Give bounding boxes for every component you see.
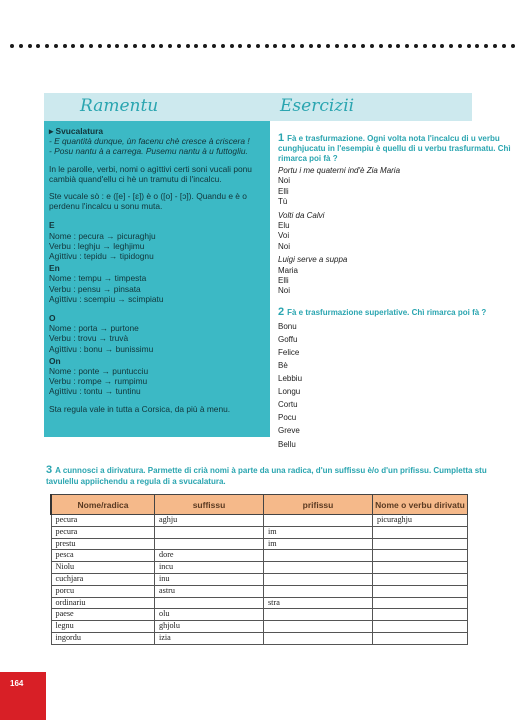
- column-header: suffissu: [155, 495, 264, 515]
- table-row: [51, 632, 468, 644]
- exercise-1-question: [278, 133, 514, 164]
- page-number: 164: [10, 679, 24, 688]
- superlative-list: [278, 320, 514, 451]
- column-header: Nome/radica: [51, 495, 155, 515]
- table-cell[interactable]: [373, 573, 468, 585]
- sentence-2: Volti da Calvi: [278, 210, 325, 220]
- table-row: [51, 562, 468, 574]
- table-cell[interactable]: [373, 550, 468, 562]
- rammentu-example-2: - Posu nantu à a carrega. Pusemu nantu à u futtogliu.: [49, 146, 248, 157]
- exercise-1: [278, 133, 514, 451]
- table-row: [51, 550, 468, 562]
- table-cell: im: [264, 526, 373, 538]
- e-line: Verbu : leghju → leghjimu: [49, 240, 145, 251]
- table-cell[interactable]: [264, 632, 373, 644]
- table-cell[interactable]: [373, 609, 468, 621]
- word-item: Greve: [278, 426, 300, 436]
- table-cell[interactable]: [373, 585, 468, 597]
- column-header: Nome o verbu dirivatu: [373, 495, 468, 515]
- table-cell[interactable]: [373, 632, 468, 644]
- table-cell: picuraghju: [373, 515, 468, 527]
- table-cell: Niolu: [51, 562, 155, 574]
- table-cell: aghju: [155, 515, 264, 527]
- table-cell: dore: [155, 550, 264, 562]
- section-header-strip: [44, 93, 472, 121]
- column-header: prifissu: [264, 495, 373, 515]
- table-cell: ordinariu: [51, 597, 155, 609]
- table-cell: ingordu: [51, 632, 155, 644]
- table-cell[interactable]: [264, 585, 373, 597]
- exercise-3-question: [46, 465, 516, 487]
- en-line: Nome : tempu → timpesta: [49, 273, 147, 284]
- table-cell[interactable]: [264, 573, 373, 585]
- on-line: Nome : ponte → puntucciu: [49, 366, 149, 377]
- table-cell: cuchjara: [51, 573, 155, 585]
- page-number-tab: [0, 672, 46, 720]
- exercise-2-number: 2: [278, 305, 285, 318]
- table-cell[interactable]: [373, 621, 468, 633]
- section-e: E: [49, 220, 55, 231]
- table-cell: izia: [155, 632, 264, 644]
- section-on: On: [49, 355, 61, 366]
- o-line: Nome : porta → purtone: [49, 323, 139, 334]
- pronoun-item: Noi: [278, 176, 291, 186]
- table-row: [51, 609, 468, 621]
- table-cell: im: [264, 538, 373, 550]
- e-line: Agìttivu : tepidu → tipidognu: [49, 251, 154, 262]
- exercise-2-question-text: Fà e trasfurmazione superlative. Chì rimarca poi fà ?: [287, 307, 487, 317]
- table-cell[interactable]: [373, 597, 468, 609]
- word-item: Cortu: [278, 400, 298, 410]
- pronoun-item: Noi: [278, 241, 291, 251]
- esercizii-title: Esercizii: [280, 96, 355, 116]
- dotted-rule: [10, 44, 515, 52]
- word-item: Longu: [278, 387, 301, 397]
- table-cell[interactable]: [155, 526, 264, 538]
- o-line: Verbu : trovu → truvà: [49, 333, 129, 344]
- sentence-3: Luigi serve a suppa: [278, 255, 348, 265]
- word-item: Pocu: [278, 413, 297, 423]
- table-row: [51, 621, 468, 633]
- rammentu-heading: ▸ Svucalatura: [49, 126, 104, 136]
- table-cell: pecura: [51, 526, 155, 538]
- exercise-2-question: [278, 307, 514, 318]
- table-cell[interactable]: [264, 550, 373, 562]
- pronoun-item: Maria: [278, 265, 299, 275]
- exercise-3-question-text: A cunnosci a dirivatura. Parmette di crià nomi à parte da una radica, d'un suffissu è/o d'un prifissu. Cumpletta stu tavulellu appiichendu a regula di a svucalatura.: [46, 466, 487, 486]
- table-row: [51, 515, 468, 527]
- table-cell[interactable]: [373, 538, 468, 550]
- table-cell: pesca: [51, 550, 155, 562]
- table-cell[interactable]: [155, 597, 264, 609]
- rammentu-paragraph-1: In le parolle, verbi, nomi o agìttivi certi soni vucali ponu cambià quand'ellu ci hè un tramutu di l'incalcu.: [49, 163, 252, 184]
- table-row: [51, 538, 468, 550]
- o-line: Agìttivu : bonu → bunissimu: [49, 343, 154, 354]
- table-cell[interactable]: [264, 562, 373, 574]
- table-row: [51, 597, 468, 609]
- on-line: Verbu : rompe → rumpimu: [49, 376, 148, 387]
- rammentu-footer: Sta regula vale in tutta a Corsica, da più à menu.: [49, 403, 231, 414]
- table-cell: prestu: [51, 538, 155, 550]
- table-cell[interactable]: [373, 526, 468, 538]
- table-cell: incu: [155, 562, 264, 574]
- on-line: Agìttivu : tontu → tuntinu: [49, 386, 141, 397]
- table-cell: ghjolu: [155, 621, 264, 633]
- word-item: Goffu: [278, 334, 298, 344]
- rammentu-title: Ramentu: [80, 96, 159, 116]
- word-item: Bè: [278, 361, 288, 371]
- rammentu-heading-text: Svucalatura: [55, 126, 104, 136]
- rammentu-box: [44, 121, 270, 437]
- table-cell: porcu: [51, 585, 155, 597]
- word-item: Bellu: [278, 439, 296, 449]
- table-cell: stra: [264, 597, 373, 609]
- word-item: Bonu: [278, 321, 297, 331]
- table-cell: paese: [51, 609, 155, 621]
- exercise-3-number: 3: [46, 464, 53, 476]
- e-line: Nome : pecura → picuraghju: [49, 230, 156, 241]
- pronoun-item: Elli: [278, 275, 289, 285]
- table-cell[interactable]: [155, 538, 264, 550]
- section-o: O: [49, 313, 56, 324]
- word-item: Lebbiu: [278, 374, 303, 384]
- sentence-1: Portu i me quaterni ind'è Zia Maria: [278, 166, 401, 175]
- table-cell[interactable]: [264, 515, 373, 527]
- table-row: [51, 573, 468, 585]
- table-row: [51, 585, 468, 597]
- exercise-1-number: 1: [278, 132, 285, 144]
- pronoun-item: Elu: [278, 220, 290, 230]
- en-line: Agìttivu : scempiu → scimpiatu: [49, 293, 164, 304]
- pronoun-item: Tù: [278, 197, 288, 207]
- rammentu-example-1: - E quantità dunque, ùn facenu chè cresce à criscera !: [49, 136, 250, 147]
- pronoun-item: Voi: [278, 231, 290, 241]
- table-row: [51, 526, 468, 538]
- table-cell: olu: [155, 609, 264, 621]
- derivation-table: [50, 494, 468, 645]
- table-cell: astru: [155, 585, 264, 597]
- rammentu-paragraph-2: Ste vucale sò : e ([e] - [ɛ]) è o ([o] - [ɔ]). Quandu e è o perdenu l'incalcu u sonu muta.: [49, 191, 247, 212]
- table-cell[interactable]: [373, 562, 468, 574]
- en-line: Verbu : pensu → pinsata: [49, 283, 141, 294]
- exercise-1-question-text: Fà e trasfurmazione. Ogni volta nota l'incalcu di u verbu cunghjucatu in l'esempiu è quellu di u verbu trasfurmatu. Chì rimarca poi fà ?: [278, 134, 511, 163]
- table-header-row: [51, 495, 468, 515]
- section-en: En: [49, 263, 60, 274]
- table-cell[interactable]: [264, 609, 373, 621]
- table-cell: inu: [155, 573, 264, 585]
- word-item: Felice: [278, 347, 300, 357]
- table-cell: legnu: [51, 621, 155, 633]
- table-cell: pecura: [51, 515, 155, 527]
- pronoun-item: Elli: [278, 186, 289, 196]
- table-cell[interactable]: [264, 621, 373, 633]
- pronoun-item: Noi: [278, 286, 291, 296]
